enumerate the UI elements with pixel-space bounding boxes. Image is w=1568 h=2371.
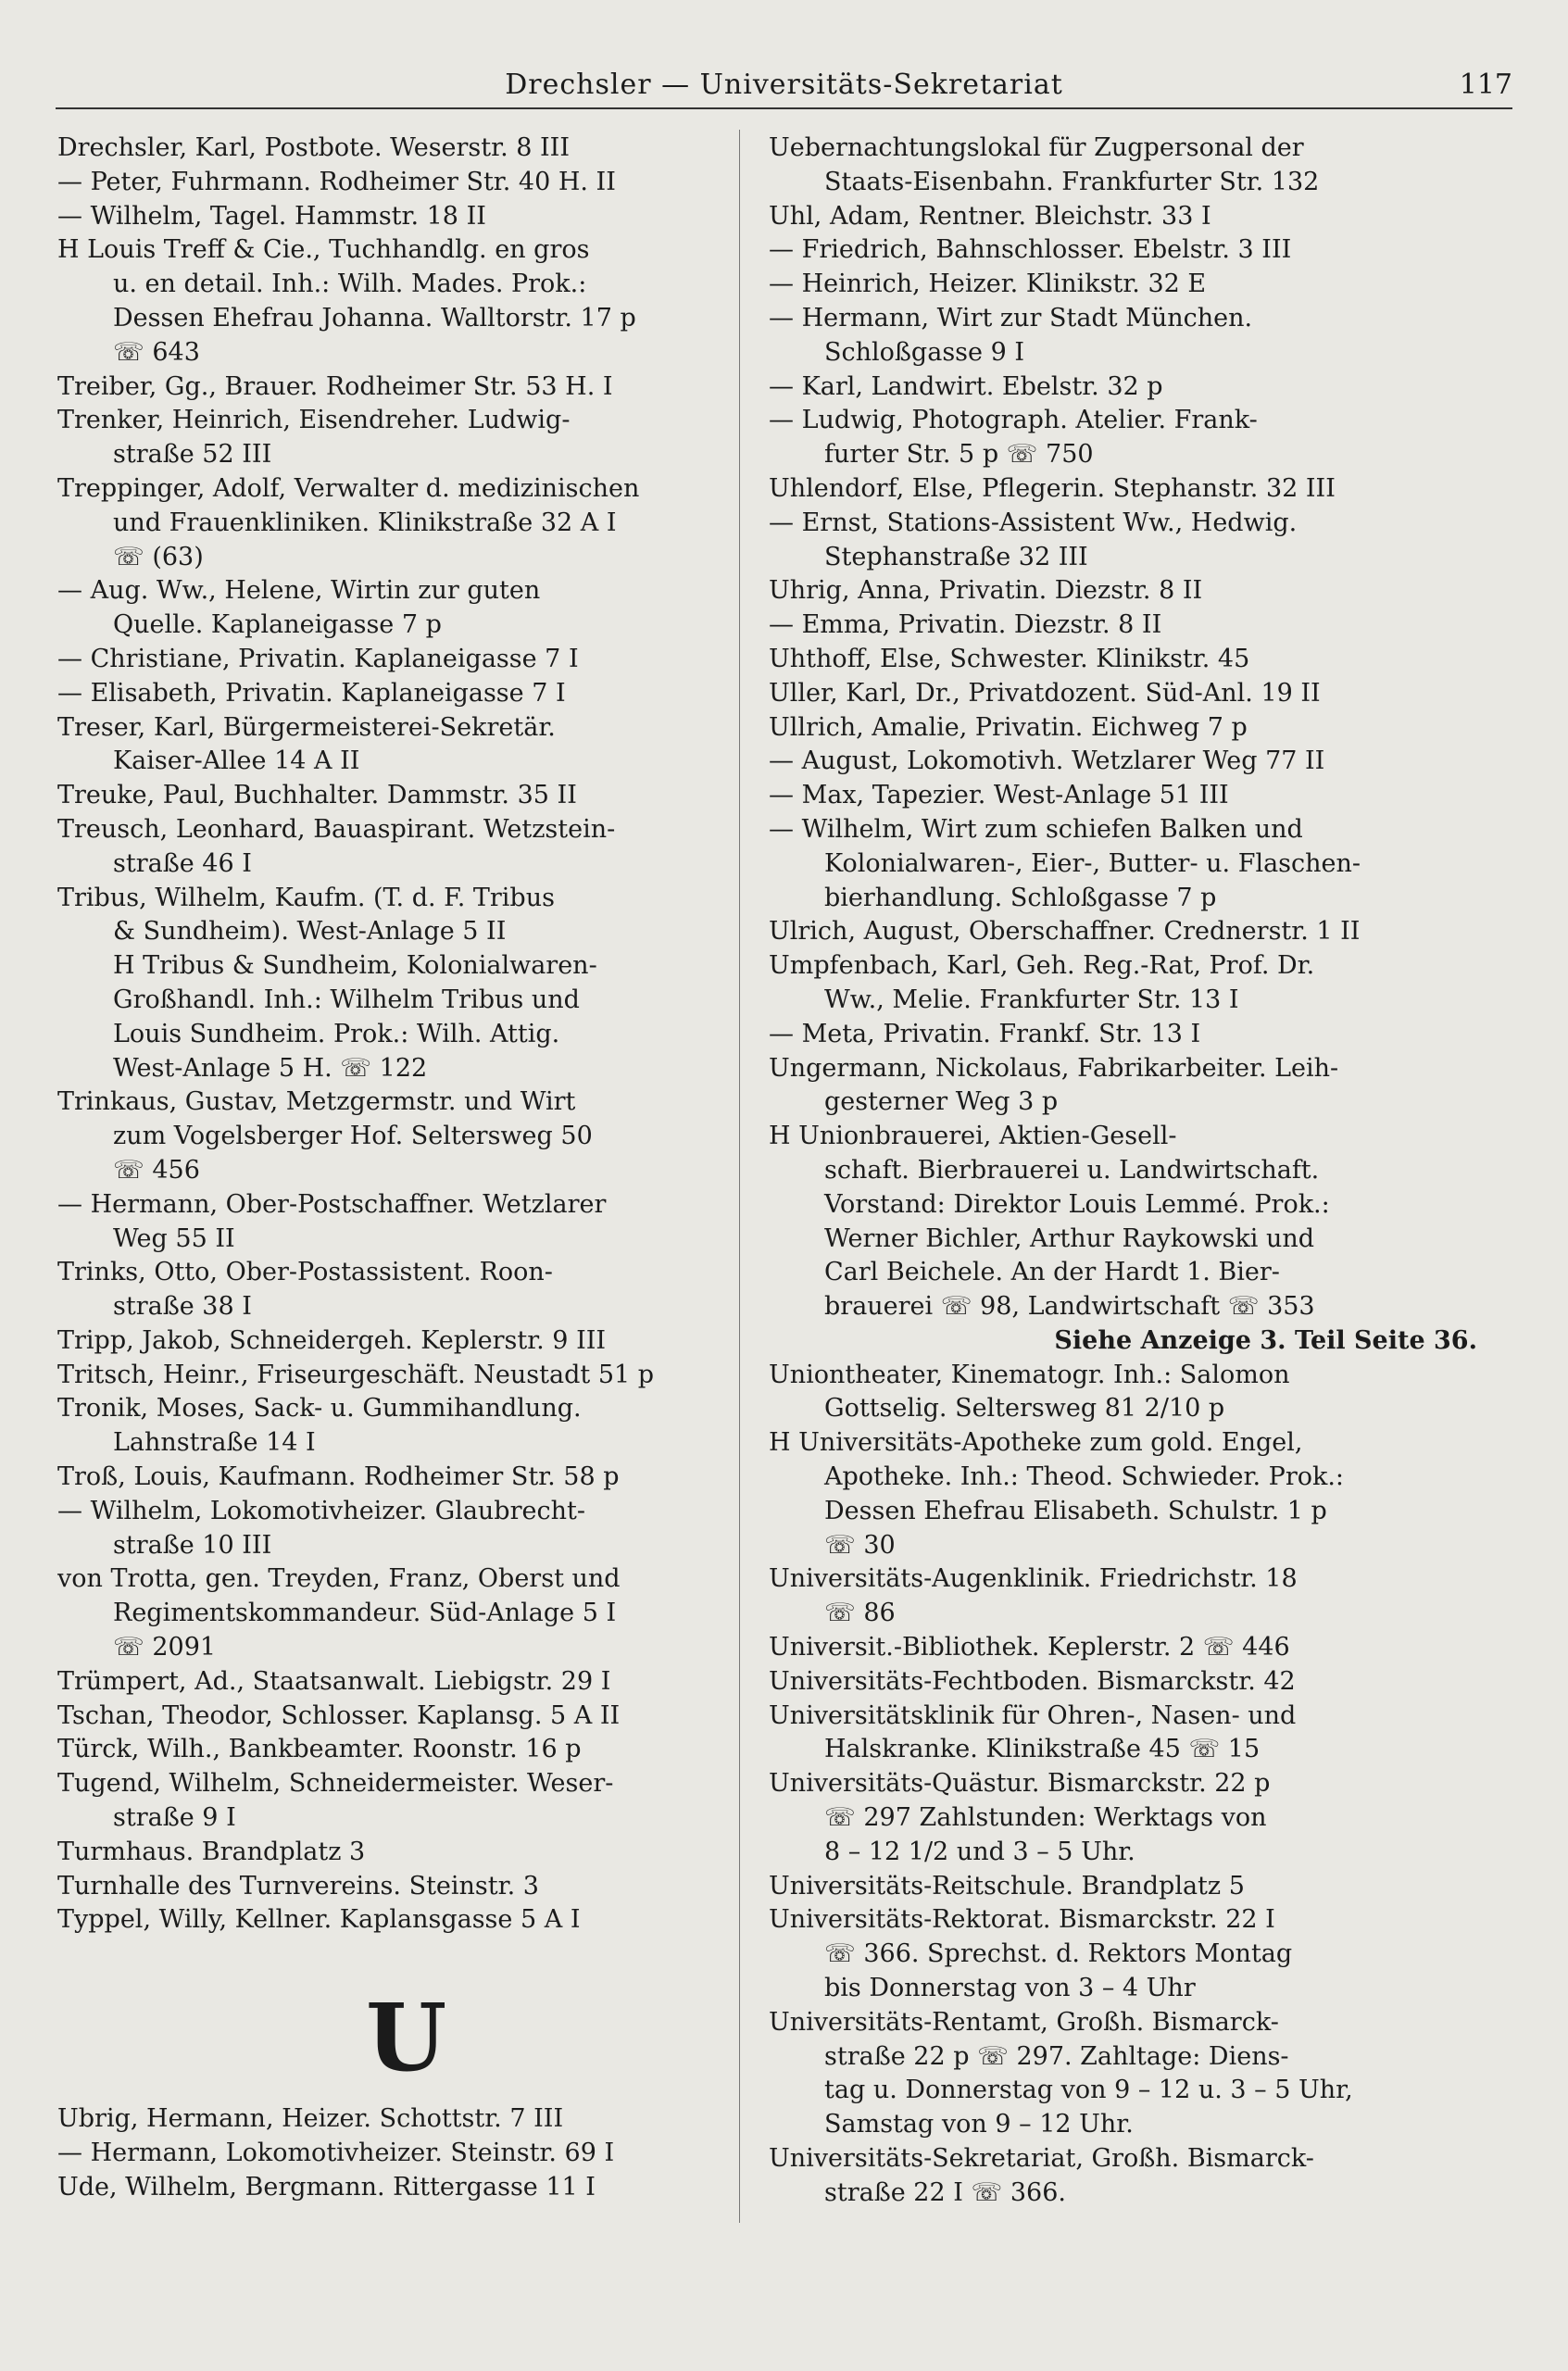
entry-continuation: Stephanstraße 32 III — [824, 542, 1088, 571]
entry-continuation: straße 10 III — [113, 1530, 272, 1560]
entry-continuation: straße 38 I — [113, 1292, 252, 1322]
left-column-after — [57, 2102, 766, 2204]
directory-entry: Trümpert, Ad., Staatsanwalt. Liebigstr. 29 I — [57, 1666, 611, 1696]
entry-continuation: Louis Sundheim. Prok.: Wilh. Attig. — [113, 1019, 560, 1048]
directory-entry: Uhthoff, Else, Schwester. Klinikstr. 45 — [769, 644, 1250, 673]
directory-entry: — Meta, Privatin. Frankf. Str. 13 I — [769, 1019, 1201, 1048]
directory-entry: Typpel, Willy, Kellner. Kaplansgasse 5 A I — [57, 1905, 581, 1935]
entry-continuation: u. en detail. Inh.: Wilh. Mades. Prok.: — [113, 270, 587, 299]
directory-entry: Tripp, Jakob, Schneidergeh. Keplerstr. 9 III — [57, 1325, 607, 1355]
directory-entry: Umpfenbach, Karl, Geh. Reg.-Rat, Prof. Dr. — [769, 951, 1315, 981]
entry-continuation: zum Vogelsberger Hof. Seltersweg 50 — [113, 1122, 593, 1151]
directory-entry: Universitäts-Augenklinik. Friedrichstr. 18 — [769, 1564, 1298, 1594]
directory-entry: Troß, Louis, Kaufmann. Rodheimer Str. 58 p — [57, 1462, 620, 1492]
directory-entry: Uhrig, Anna, Privatin. Diezstr. 8 II — [769, 576, 1203, 606]
directory-entry: Trinks, Otto, Ober-Postassistent. Roon- — [57, 1258, 553, 1287]
directory-entry: — Wilhelm, Tagel. Hammstr. 18 II — [57, 201, 486, 231]
entry-continuation: straße 22 I ☏ 366. — [824, 2177, 1066, 2207]
directory-entry: Uebernachtungslokal für Zugpersonal der — [769, 133, 1304, 162]
directory-entry: Ude, Wilhelm, Bergmann. Rittergasse 11 I — [57, 2172, 596, 2202]
directory-entry: Universit.-Bibliothek. Keplerstr. 2 ☏ 446 — [769, 1633, 1290, 1662]
directory-entry: — Hermann, Wirt zur Stadt München. — [769, 303, 1253, 332]
entry-continuation: straße 46 I — [113, 848, 252, 878]
directory-entry: Uhlendorf, Else, Pflegerin. Stephanstr. 32 III — [769, 473, 1336, 503]
directory-entry: Trinkaus, Gustav, Metzgermstr. und Wirt — [57, 1087, 576, 1117]
entry-continuation: Ww., Melie. Frankfurter Str. 13 I — [824, 985, 1239, 1014]
entry-continuation: Staats-Eisenbahn. Frankfurter Str. 132 — [824, 167, 1320, 196]
directory-entry: — Max, Tapezier. West-Anlage 51 III — [769, 781, 1229, 810]
directory-entry: — Emma, Privatin. Diezstr. 8 II — [769, 610, 1162, 640]
directory-entry: Tritsch, Heinr., Friseurgeschäft. Neustadt 51 p — [57, 1360, 655, 1389]
directory-entry: H Universitäts-Apotheke zum gold. Engel, — [769, 1428, 1303, 1458]
entry-continuation: Apotheke. Inh.: Theod. Schwieder. Prok.: — [824, 1462, 1345, 1492]
entry-continuation: Dessen Ehefrau Elisabeth. Schulstr. 1 p — [824, 1496, 1327, 1525]
entry-continuation: straße 22 p ☏ 297. Zahltage: Diens- — [824, 2041, 1289, 2071]
entry-continuation: Carl Beichele. An der Hardt 1. Bier- — [824, 1258, 1280, 1287]
directory-entry: Drechsler, Karl, Postbote. Weserstr. 8 III — [57, 133, 570, 162]
right-column — [769, 132, 1477, 2211]
entry-continuation: 8 – 12 1/2 und 3 – 5 Uhr. — [824, 1837, 1135, 1866]
entry-continuation: Siehe Anzeige 3. Teil Seite 36. — [1054, 1325, 1477, 1355]
directory-entry: — Wilhelm, Wirt zum schiefen Balken und — [769, 814, 1303, 844]
directory-entry: Tronik, Moses, Sack- u. Gummihandlung. — [57, 1394, 582, 1424]
entry-continuation: Weg 55 II — [113, 1223, 235, 1253]
directory-entry: — Peter, Fuhrmann. Rodheimer Str. 40 H. II — [57, 167, 616, 196]
entry-continuation: ☏ 643 — [113, 337, 200, 367]
entry-continuation: Samstag von 9 – 12 Uhr. — [824, 2110, 1134, 2139]
directory-entry: — Heinrich, Heizer. Klinikstr. 32 E — [769, 270, 1207, 299]
entry-continuation: schaft. Bierbrauerei u. Landwirtschaft. — [824, 1155, 1320, 1185]
directory-entry: — Christiane, Privatin. Kaplaneigasse 7 I — [57, 644, 579, 673]
entry-continuation: Quelle. Kaplaneigasse 7 p — [113, 610, 442, 640]
entry-continuation: brauerei ☏ 98, Landwirtschaft ☏ 353 — [824, 1292, 1315, 1322]
directory-entry: — Wilhelm, Lokomotivheizer. Glaubrecht- — [57, 1496, 585, 1525]
entry-continuation: Dessen Ehefrau Johanna. Walltorstr. 17 p — [113, 303, 636, 332]
directory-entry: Universitätsklinik für Ohren-, Nasen- und — [769, 1700, 1297, 1730]
directory-entry: — Hermann, Lokomotivheizer. Steinstr. 69 I — [57, 2138, 615, 2167]
directory-entry: Ulrich, August, Oberschaffner. Crednerstr. 1 II — [769, 917, 1361, 947]
running-title: Drechsler — Universitäts-Sekretariat — [505, 69, 1063, 101]
directory-entry: — Aug. Ww., Helene, Wirtin zur guten — [57, 576, 541, 606]
directory-entry: Uhl, Adam, Rentner. Bleichstr. 33 I — [769, 201, 1211, 231]
entry-continuation: straße 9 I — [113, 1803, 236, 1833]
directory-entry: Universitäts-Fechtboden. Bismarckstr. 42 — [769, 1666, 1296, 1696]
directory-entry: Tugend, Wilhelm, Schneidermeister. Weser- — [57, 1769, 614, 1799]
entry-continuation: West-Anlage 5 H. ☏ 122 — [113, 1053, 428, 1083]
entry-continuation: ☏ (63) — [113, 542, 204, 571]
directory-entry: Turmhaus. Brandplatz 3 — [57, 1837, 366, 1866]
entry-continuation: furter Str. 5 p ☏ 750 — [824, 440, 1094, 470]
entry-continuation: Großhandl. Inh.: Wilhelm Tribus und — [113, 985, 580, 1014]
directory-entry: Turnhalle des Turnvereins. Steinstr. 3 — [57, 1871, 539, 1901]
directory-entry: Tschan, Theodor, Schlosser. Kaplansg. 5 A II — [57, 1700, 621, 1730]
page-number: 117 — [1459, 69, 1512, 101]
directory-entry: Treuke, Paul, Buchhalter. Dammstr. 35 II — [57, 781, 577, 810]
directory-entry: Universitäts-Quästur. Bismarckstr. 22 p — [769, 1769, 1271, 1799]
directory-entry: Ubrig, Hermann, Heizer. Schottstr. 7 III — [57, 2104, 564, 2133]
directory-entry: Uniontheater, Kinematogr. Inh.: Salomon — [769, 1360, 1290, 1389]
directory-entry: Türck, Wilh., Bankbeamter. Roonstr. 16 p — [57, 1735, 582, 1764]
entry-continuation: und Frauenkliniken. Klinikstraße 32 A I — [113, 508, 617, 537]
directory-entry: Ungermann, Nickolaus, Fabrikarbeiter. Leih- — [769, 1053, 1339, 1083]
entry-continuation: ☏ 366. Sprechst. d. Rektors Montag — [824, 1939, 1293, 1969]
entry-continuation: Kaiser-Allee 14 A II — [113, 746, 360, 776]
directory-entry: Treppinger, Adolf, Verwalter d. medizinischen — [57, 473, 640, 503]
directory-entry: Treser, Karl, Bürgermeisterei-Sekretär. — [57, 712, 556, 742]
entry-continuation: ☏ 2091 — [113, 1633, 217, 1662]
entry-continuation: bis Donnerstag von 3 – 4 Uhr — [824, 1974, 1196, 2003]
entry-continuation: Halskranke. Klinikstraße 45 ☏ 15 — [824, 1735, 1261, 1764]
entry-continuation: Schloßgasse 9 I — [824, 337, 1025, 367]
directory-entry: — August, Lokomotivh. Wetzlarer Weg 77 II — [769, 746, 1325, 776]
directory-entry: von Trotta, gen. Treyden, Franz, Oberst und — [57, 1564, 621, 1594]
directory-entry: H Tribus & Sundheim, Kolonialwaren- — [113, 951, 597, 981]
entry-continuation: gesterner Weg 3 p — [824, 1087, 1059, 1117]
directory-entry: Universitäts-Rentamt, Großh. Bismarck- — [769, 2007, 1279, 2037]
directory-entry: Uller, Karl, Dr., Privatdozent. Süd-Anl. 19 II — [769, 678, 1321, 708]
directory-entry: Universitäts-Sekretariat, Großh. Bismarck- — [769, 2144, 1314, 2174]
entry-continuation: Kolonialwaren-, Eier-, Butter- u. Flaschen- — [824, 848, 1361, 878]
directory-entry: — Hermann, Ober-Postschaffner. Wetzlarer — [57, 1189, 607, 1219]
entry-continuation: Werner Bichler, Arthur Raykowski und — [824, 1223, 1315, 1253]
entry-continuation: ☏ 86 — [824, 1599, 896, 1628]
directory-entry: — Karl, Landwirt. Ebelstr. 32 p — [769, 371, 1163, 401]
entry-continuation: & Sundheim). West-Anlage 5 II — [113, 917, 507, 947]
directory-entry: — Friedrich, Bahnschlosser. Ebelstr. 3 III — [769, 235, 1292, 265]
entry-continuation: Gottselig. Seltersweg 81 2/10 p — [824, 1394, 1225, 1424]
left-column — [57, 132, 766, 1938]
entry-continuation: bierhandlung. Schloßgasse 7 p — [824, 883, 1217, 912]
directory-entry: H Unionbrauerei, Aktien-Gesell- — [769, 1122, 1177, 1151]
entry-continuation: straße 52 III — [113, 440, 272, 470]
directory-entry: Treiber, Gg., Brauer. Rodheimer Str. 53 H. I — [57, 371, 613, 401]
entry-continuation: Lahnstraße 14 I — [113, 1428, 316, 1458]
directory-entry: H Louis Treff & Cie., Tuchhandlg. en gros — [57, 235, 590, 265]
directory-entry: Ullrich, Amalie, Privatin. Eichweg 7 p — [769, 712, 1248, 742]
directory-entry: — Elisabeth, Privatin. Kaplaneigasse 7 I — [57, 678, 566, 708]
section-letter: U — [366, 1983, 447, 2092]
directory-entry: Universitäts-Rektorat. Bismarckstr. 22 I — [769, 1905, 1275, 1935]
directory-entry: Trenker, Heinrich, Eisendreher. Ludwig- — [57, 406, 571, 435]
entry-continuation: ☏ 297 Zahlstunden: Werktags von — [824, 1803, 1267, 1833]
entry-continuation: ☏ 30 — [824, 1530, 896, 1560]
entry-continuation: ☏ 456 — [113, 1155, 200, 1185]
directory-entry: Tribus, Wilhelm, Kaufm. (T. d. F. Tribus — [57, 883, 555, 912]
directory-entry: — Ludwig, Photograph. Atelier. Frank- — [769, 406, 1258, 435]
directory-entry: Treusch, Leonhard, Bauaspirant. Wetzstein- — [57, 814, 616, 844]
entry-continuation: tag u. Donnerstag von 9 – 12 u. 3 – 5 Uhr, — [824, 2076, 1353, 2105]
entry-continuation: Vorstand: Direktor Louis Lemmé. Prok.: — [824, 1189, 1330, 1219]
entry-continuation: Regimentskommandeur. Süd-Anlage 5 I — [113, 1599, 617, 1628]
directory-entry: — Ernst, Stations-Assistent Ww., Hedwig. — [769, 508, 1298, 537]
directory-entry: Universitäts-Reitschule. Brandplatz 5 — [769, 1871, 1245, 1901]
page-header — [56, 61, 1512, 109]
